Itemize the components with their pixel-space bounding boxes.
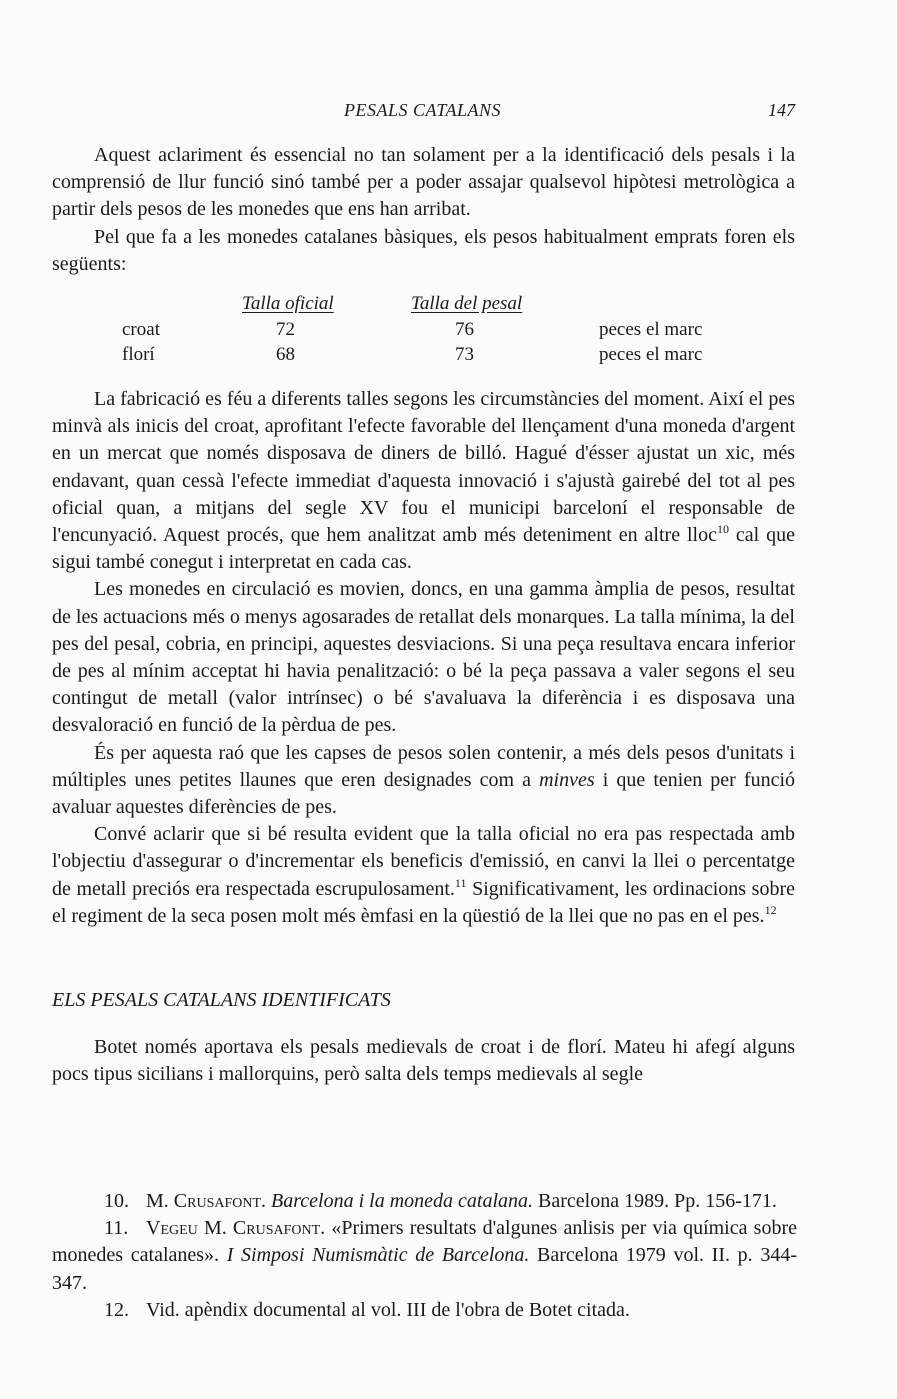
- footnote-ref-12: 12: [764, 903, 777, 918]
- section-title: ELS PESALS CATALANS IDENTIFICATS: [52, 989, 391, 1012]
- paragraph-7: Botet només aportava els pesals medievals de croat i de florí. Mateu hi afegí alguns pocs tipus sicilians i mallorquins, però salta dels temps medievals al segle: [52, 1036, 795, 1086]
- header-talla-pesal: Talla del pesal: [411, 293, 523, 315]
- footnote-11-rest: Barcelona 1979 vol. II. p. 344-347.: [52, 1244, 797, 1294]
- row-flori-moneda: florí: [122, 344, 155, 366]
- pesal-weights-table: [52, 278, 795, 386]
- paragraph-5-text: És per aquesta raó que les capses de pesos solen contenir, a més dels pesos d'unitats i múltiples unes petites llaunes que eren designades com a: [52, 741, 795, 791]
- footnote-11-author: Vegeu M. Crusafont.: [146, 1217, 326, 1240]
- paragraph-5-end: i que tenien per funció avaluar aquestes diferències de pes.: [52, 768, 795, 819]
- paragraph-6-text: Convé aclarir que si bé resulta evident que la talla oficial no era pas respectada amb l'objectiu d'assegurar o d'incrementar els beneficis d'emissió, en canvi la llei o percentatge de metall preciós era respectada escrupulosament.: [52, 823, 795, 900]
- paragraph-6: [52, 821, 795, 930]
- paragraph-2: Pel que fa a les monedes catalanes bàsiques, els pesos habitualment emprats foren els següents:: [52, 225, 795, 275]
- footnotes: [52, 1188, 797, 1324]
- footnote-10-title: Barcelona i la moneda catalana.: [271, 1190, 534, 1212]
- footnote-ref-10: 10: [716, 522, 729, 537]
- footnote-10-author: M. Crusafont.: [146, 1190, 267, 1212]
- term-minves: minves: [539, 768, 595, 791]
- footnote-10-rest: Barcelona 1989. Pp. 156-171.: [533, 1190, 777, 1212]
- row-flori-unitat: peces el marc: [599, 344, 703, 366]
- row-croat-oficial: 72: [276, 319, 295, 341]
- row-flori-oficial: 68: [276, 344, 295, 366]
- row-croat-pesal: 76: [455, 319, 474, 341]
- footnote-ref-11: 11: [454, 875, 467, 890]
- paragraph-3: [52, 386, 795, 576]
- footnote-11-number: 11.: [104, 1217, 129, 1240]
- paragraph-4: Les monedes en circulació es movien, doncs, en una gamma àmplia de pesos, resultat de les actuacions més o menys agosarades de retallat dels monarques. La talla mínima, la del pes del pesal, cobria, en principi, aquestes desviacions. Si una peça resultava encara inferior de pes al mínim acceptat hi havia penalització: o bé la peça passava a valer segons el seu contingut de metall (valor intrínsec) o bé s'avaluava la diferència i es disposava una desvaloració en funció de la pèrdua de pes.: [52, 578, 795, 737]
- footnote-12-text: Vid. apèndix documental al vol. III de l'obra de Botet citada.: [146, 1298, 630, 1321]
- paragraph-1: Aquest aclariment és essencial no tan solament per a la identificació dels pesals i la comprensió de llur funció sinó també per a poder assajar qualsevol hipòtesi metrològica a partir dels pesos de les monedes que ens han arribat.: [52, 144, 795, 221]
- paragraph-3-end: cal que sigui també conegut i interpretat en cada cas.: [52, 524, 795, 574]
- main-text: [52, 142, 795, 1088]
- paragraph-5: [52, 740, 795, 822]
- row-croat-unitat: peces el marc: [599, 319, 703, 341]
- header-talla-oficial: Talla oficial: [242, 293, 334, 315]
- page-number: 147: [768, 100, 795, 120]
- page-header: [50, 100, 795, 128]
- footnote-10-number: 10.: [104, 1190, 129, 1212]
- footnote-11-title: I Simposi Numismàtic de Barcelona.: [226, 1244, 530, 1267]
- paragraph-3-text: La fabricació es féu a diferents talles segons les circumstàncies del moment. Així el pes minvà als inicis del croat, aprofitant l'efecte favorable del llençament d'una moneda d'argent en un mercat que només disposava de diners de billó. Hagué d'ésser ajustat un xic, més endavant, quan cessà l'efecte immediat d'aquesta innovació i s'ajustà gairebé del tot al pes oficial quan, a mitjans del segle XV fou el municipi barceloní el responsable de l'encunyació. Aquest procés, que hem analitzat amb més deteniment en altre lloc: [52, 388, 795, 547]
- footnote-10: [52, 1188, 797, 1215]
- footnote-11: [52, 1215, 797, 1297]
- running-title: PESALS CATALANS: [343, 100, 501, 120]
- footnote-11-quote: «Primers resultats d'algunes anlisis per via química sobre monedes catalanes».: [52, 1217, 797, 1267]
- footnote-12: [52, 1297, 797, 1324]
- footnote-12-number: 12.: [104, 1298, 129, 1321]
- row-flori-pesal: 73: [455, 344, 474, 366]
- paragraph-6-end: Significativament, les ordinacions sobre el regiment de la seca posen molt més èmfasi en la qüestió de la llei que no pas en el pes.: [52, 877, 795, 927]
- row-croat-moneda: croat: [122, 319, 160, 341]
